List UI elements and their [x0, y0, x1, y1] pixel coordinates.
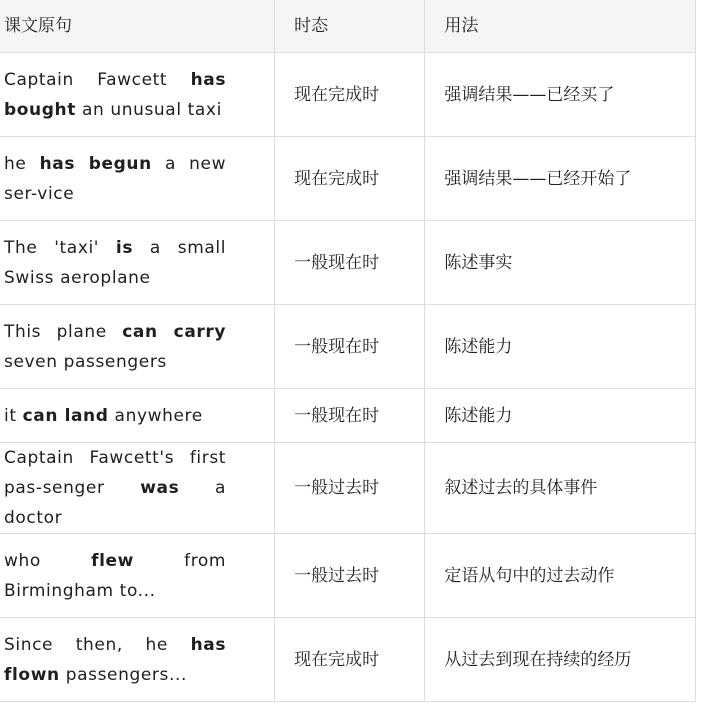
verb-phrase: has flown: [4, 634, 227, 685]
usage-cell: 陈述事实: [425, 221, 696, 305]
sentence-text: [4, 317, 226, 377]
sentence-cell: [0, 53, 275, 137]
sentence-fragment: Captain Fawcett: [4, 69, 191, 90]
verb-phrase: is: [115, 237, 134, 258]
sentence-cell: [0, 389, 275, 443]
sentence-text: [4, 149, 226, 209]
table-body: [0, 53, 696, 702]
table-row: [0, 443, 696, 534]
tense-cell: 一般现在时: [275, 221, 425, 305]
tense-cell: 一般过去时: [275, 534, 425, 618]
table-row: [0, 389, 696, 443]
sentence-fragment: The 'taxi': [4, 237, 116, 258]
sentence-fragment: it: [4, 405, 23, 426]
sentence-fragment: passengers...: [59, 664, 187, 685]
header-tense: 时态: [275, 0, 425, 53]
sentence-fragment: an unusual taxi: [75, 99, 222, 120]
tense-cell: 现在完成时: [275, 137, 425, 221]
sentence-fragment: Captain Fawcett's first pas-senger: [4, 448, 227, 498]
sentence-fragment: seven passengers: [4, 351, 167, 372]
usage-cell: 强调结果——已经开始了: [425, 137, 696, 221]
usage-cell: 陈述能力: [425, 305, 696, 389]
header-sentence: 课文原句: [0, 0, 275, 53]
tense-cell: 一般过去时: [275, 443, 425, 534]
table-row: [0, 305, 696, 389]
sentence-text: [4, 443, 226, 533]
header-usage: 用法: [425, 0, 696, 53]
tense-cell: 现在完成时: [275, 618, 425, 702]
sentence-fragment: from Birmingham to...: [4, 550, 227, 601]
tense-cell: 现在完成时: [275, 53, 425, 137]
verb-phrase: has begun: [39, 153, 152, 174]
sentence-cell: [0, 305, 275, 389]
sentence-fragment: a doctor: [4, 478, 227, 528]
sentence-fragment: a small Swiss aeroplane: [4, 237, 227, 288]
sentence-text: [4, 233, 226, 293]
sentence-cell: [0, 534, 275, 618]
verb-phrase: has bought: [4, 69, 227, 120]
tense-cell: 一般现在时: [275, 305, 425, 389]
sentence-fragment: This plane: [4, 321, 123, 342]
verb-phrase: was: [140, 478, 180, 498]
verb-phrase: flew: [91, 550, 134, 571]
sentence-text: [4, 65, 226, 125]
table-row: [0, 53, 696, 137]
sentence-text: [4, 401, 226, 431]
sentence-fragment: anywhere: [108, 405, 203, 426]
table-row: [0, 221, 696, 305]
sentence-text: [4, 630, 226, 690]
usage-cell: 定语从句中的过去动作: [425, 534, 696, 618]
verb-phrase: can land: [22, 405, 109, 426]
usage-cell: 强调结果——已经买了: [425, 53, 696, 137]
sentence-fragment: Since then, he: [4, 634, 191, 655]
table-row: [0, 137, 696, 221]
sentence-cell: [0, 137, 275, 221]
sentence-fragment: a new ser-vice: [4, 153, 227, 204]
usage-cell: 陈述能力: [425, 389, 696, 443]
tense-cell: 一般现在时: [275, 389, 425, 443]
sentence-cell: [0, 618, 275, 702]
sentence-fragment: he: [4, 153, 40, 174]
usage-cell: 叙述过去的具体事件: [425, 443, 696, 534]
usage-cell: 从过去到现在持续的经历: [425, 618, 696, 702]
sentence-cell: [0, 221, 275, 305]
sentence-cell: [0, 443, 275, 534]
header-row: [0, 0, 696, 53]
verb-phrase: can carry: [122, 321, 227, 342]
sentence-text: [4, 546, 226, 606]
sentence-fragment: who: [4, 550, 92, 571]
table-row: [0, 618, 696, 702]
table-row: [0, 534, 696, 618]
